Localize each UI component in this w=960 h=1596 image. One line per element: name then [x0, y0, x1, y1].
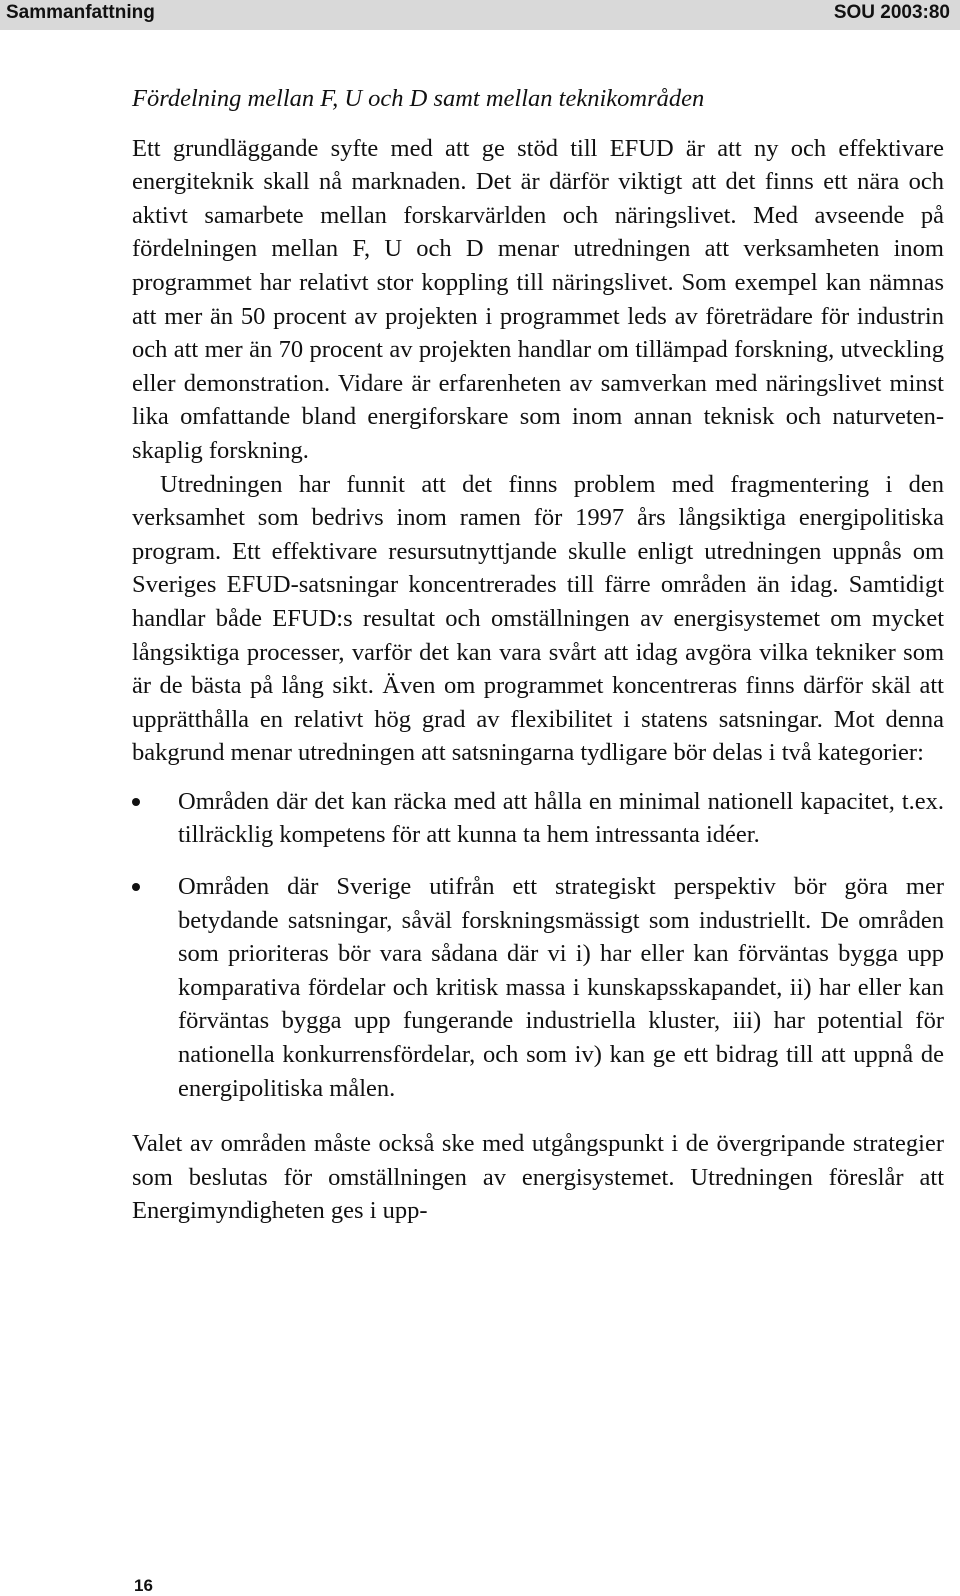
page-body: [132, 82, 944, 1228]
header-section-title: Sammanfattning: [6, 2, 155, 23]
list-item: [132, 870, 944, 1105]
list-item-text: Områden där Sverige utifrån ett strategiskt perspektiv bör göra mer betydande satsningar, såväl forskningsmässigt som industriellt. De områden som prioriteras bör vara sådana där vi i) har eller kan förväntas bygga upp komparativa fördelar och kritisk massa i kunskapsskapandet, ii) har eller kan förväntas bygga upp fungerande industriella kluster, iii) har potential för nationella konkurrensfördelar, och som iv) kan ge ett bidrag till att uppnå de energipolitiska målen.: [178, 873, 944, 1102]
page-number: 16: [134, 1576, 153, 1595]
paragraph-2: Utredningen har funnit att det finns problem med fragmentering i den verksamhet som bedrivs inom ramen för 1997 års långsiktiga energipolitiska program. Ett effektivare resursutnyttjande skulle enligt utredningen uppnås om Sveriges EFUD-satsningar koncentrerades till färre områden än idag. Samtidigt handlar både EFUD:s resultat och omställningen av energisystemet om mycket långsiktiga processer, varför det kan vara svårt att idag avgöra vilka tekniker som är de bästa på lång sikt. Även om programmet koncentreras finns därför skäl att upprätthålla en relativt hög grad av flexibilitet i statens satsningar. Mot denna bakgrund menar utredningen att satsningarna tydligare bör delas i två kategorier:: [132, 470, 944, 767]
paragraph-1: Ett grundläggande syfte med att ge stöd till EFUD är att ny och effektivare energiteknik skall nå marknaden. Det är därför viktigt att det finns ett nära och aktivt samarbete mellan forskarvärlden och näringslivet. Med avseende på fördelningen mellan F, U och D menar utredningen att verksamheten inom programmet har relativt stor koppling till näringslivet. Som exempel kan nämnas att mer än 50 procent av projekten i programmet leds av företrädare för industrin och att mer än 70 procent av projekten handlar om tillämpad forskning, utveckling eller demonstration. Vidare är erfarenheten av samverkan med näringslivet minst lika omfattande bland energiforskare som inom annan teknisk och naturvetenskaplig forskning.: [132, 134, 944, 464]
header-report-number: SOU 2003:80: [833, 2, 950, 23]
bullet-icon: [132, 883, 140, 891]
paragraph-3: Valet av områden måste också ske med utgångspunkt i de övergripande strategier som beslutas för omställningen av energisystemet. Utredningen föreslår att Energimyndigheten ges i upp-: [132, 1130, 944, 1225]
list-item: [132, 785, 944, 852]
running-header: [0, 0, 960, 30]
bullet-icon: [132, 798, 140, 806]
list-item-text: Områden där det kan räcka med att hålla en minimal nationell kapacitet, t.ex. tillräcklig kompetens för att kunna ta hem intressanta idéer.: [178, 787, 944, 849]
bullet-list: [132, 785, 944, 1105]
section-heading: Fördelning mellan F, U och D samt mellan teknikområden: [132, 85, 705, 112]
